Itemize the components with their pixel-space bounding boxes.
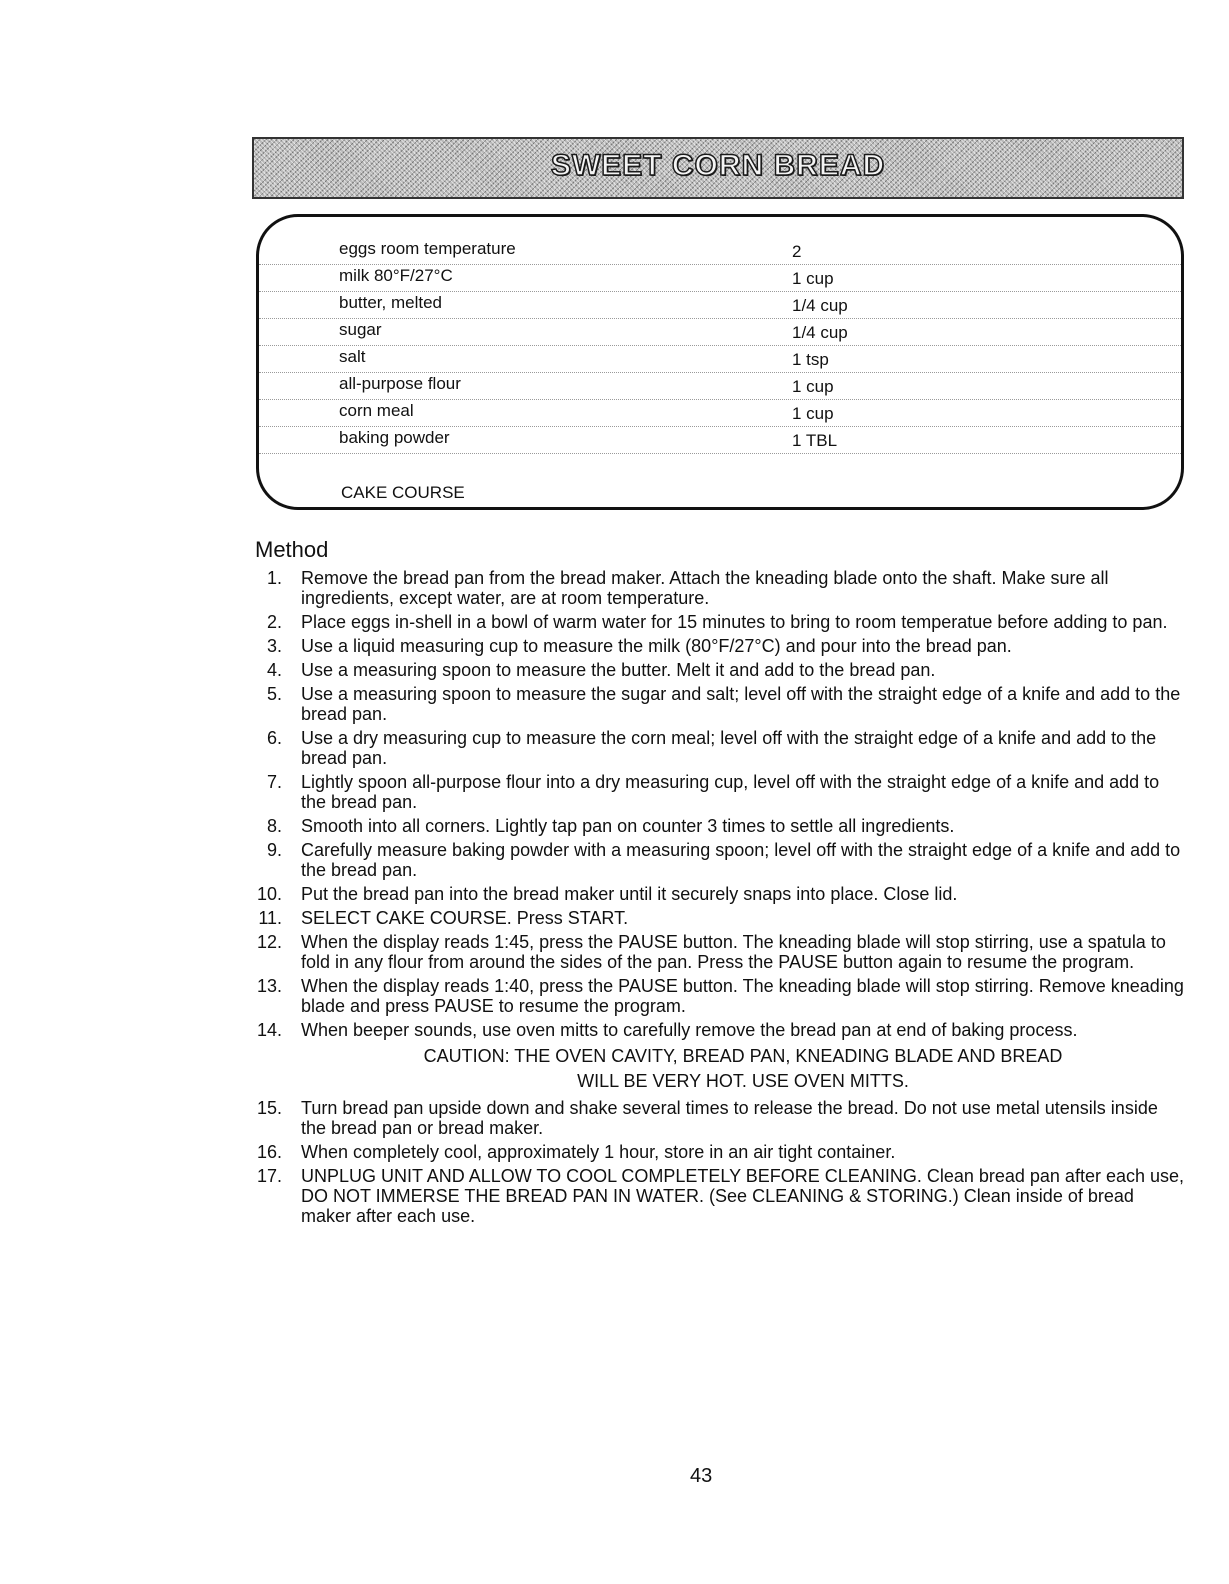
step-number: 3.: [266, 636, 282, 656]
step-number: 17.: [256, 1166, 282, 1186]
ingredient-name: butter, melted: [339, 293, 443, 312]
ingredient-row: [259, 345, 1181, 373]
step-text: Smooth into all corners. Lightly tap pan on counter 3 times to settle all ingredients.: [301, 816, 955, 836]
step-number: 10.: [256, 884, 282, 904]
step-text: When the display reads 1:45, press the PAUSE button. The kneading blade will stop stirring, use a spatula to fold in any flour from around the sides of the pan. Press the PAUSE button again to resume the program.: [301, 932, 1166, 972]
step-text: Use a liquid measuring cup to measure the milk (80°F/27°C) and pour into the bread pan.: [301, 636, 1012, 656]
ingredient-name: salt: [339, 347, 366, 366]
ingredient-row: [259, 318, 1181, 346]
recipe-title: SWEET CORN BREAD: [550, 149, 886, 182]
method-step: [250, 612, 1185, 632]
step-number: 8.: [266, 816, 282, 836]
ingredient-row: [259, 237, 1181, 265]
step-text: Use a measuring spoon to measure the butter. Melt it and add to the bread pan.: [301, 660, 936, 680]
ingredient-quantity: 2: [792, 242, 802, 261]
ingredient-name: all-purpose flour: [339, 374, 461, 393]
method-step: [250, 976, 1185, 1016]
step-number: 16.: [256, 1142, 282, 1162]
method-step: [250, 816, 1185, 836]
step-number: 1.: [266, 568, 282, 588]
step-text: Put the bread pan into the bread maker until it securely snaps into place. Close lid.: [301, 884, 958, 904]
ingredient-name: corn meal: [339, 401, 414, 420]
step-text: Turn bread pan upside down and shake several times to release the bread. Do not use metal utensils inside the bread pan or bread maker.: [301, 1098, 1158, 1138]
method-step: [250, 1020, 1185, 1094]
ingredient-row: [259, 372, 1181, 400]
method-step: [250, 1098, 1185, 1138]
step-number: 11.: [258, 908, 282, 928]
caution-note: [301, 1044, 1185, 1094]
ingredient-quantity: 1 cup: [792, 404, 834, 423]
method-step: [250, 660, 1185, 680]
ingredient-quantity: 1/4 cup: [792, 323, 848, 342]
step-text: UNPLUG UNIT AND ALLOW TO COOL COMPLETELY BEFORE CLEANING. Clean bread pan after each use, DO NOT IMMERSE THE BREAD PAN IN WATER. (See CLEANING & STORING.) Clean inside of bread maker after each use.: [301, 1166, 1185, 1226]
step-text: Place eggs in-shell in a bowl of warm water for 15 minutes to bring to room temperatue before adding to pan.: [301, 612, 1168, 632]
ingredient-name: sugar: [339, 320, 382, 339]
method-step: [250, 1142, 1185, 1162]
ingredients-box: [256, 214, 1184, 510]
method-step: [250, 568, 1185, 608]
step-number: 2.: [266, 612, 282, 632]
method-step: [250, 772, 1185, 812]
step-number: 13.: [256, 976, 282, 996]
ingredient-name: eggs room temperature: [339, 239, 516, 258]
method-step: [250, 884, 1185, 904]
step-text: Remove the bread pan from the bread maker. Attach the kneading blade onto the shaft. Make sure all ingredients, except water, are at room temperature.: [301, 568, 1109, 608]
step-text: Lightly spoon all-purpose flour into a dry measuring cup, level off with the straight edge of a knife and add to the bread pan.: [301, 772, 1160, 812]
step-number: 4.: [266, 660, 282, 680]
ingredient-row: [259, 264, 1181, 292]
step-text: Use a measuring spoon to measure the sugar and salt; level off with the straight edge of a knife and add to the bread pan.: [301, 684, 1181, 724]
ingredient-row: [259, 426, 1181, 454]
method-step: [250, 932, 1185, 972]
recipe-title-banner: [252, 137, 1184, 199]
method-step: [250, 1166, 1185, 1226]
step-number: 7.: [266, 772, 282, 792]
step-number: 9.: [266, 840, 282, 860]
step-number: 14.: [256, 1020, 282, 1040]
ingredient-quantity: 1 cup: [792, 377, 834, 396]
step-text: When completely cool, approximately 1 hour, store in an air tight container.: [301, 1142, 896, 1162]
ingredient-quantity: 1 tsp: [792, 350, 829, 369]
ingredient-row: [259, 291, 1181, 319]
step-text: SELECT CAKE COURSE. Press START.: [301, 908, 629, 928]
method-step: [250, 728, 1185, 768]
method-step: [250, 636, 1185, 656]
caution-line: WILL BE VERY HOT. USE OVEN MITTS.: [577, 1071, 909, 1091]
caution-line: CAUTION: THE OVEN CAVITY, BREAD PAN, KNEADING BLADE AND BREAD: [423, 1046, 1063, 1066]
step-text: When beeper sounds, use oven mitts to carefully remove the bread pan at end of baking process.: [301, 1020, 1078, 1040]
ingredient-name: baking powder: [339, 428, 450, 447]
course-label: CAKE COURSE: [341, 483, 465, 502]
step-number: 5.: [266, 684, 282, 704]
method-step: [250, 684, 1185, 724]
method-steps: [250, 568, 1185, 1230]
ingredient-name: milk 80°F/27°C: [339, 266, 453, 285]
ingredient-quantity: 1 cup: [792, 269, 834, 288]
step-number: 15.: [256, 1098, 282, 1118]
step-number: 6.: [266, 728, 282, 748]
page-number: 43: [690, 1465, 713, 1487]
ingredient-quantity: 1 TBL: [792, 431, 838, 450]
step-number: 12.: [256, 932, 282, 952]
step-text: When the display reads 1:40, press the PAUSE button. The kneading blade will stop stirring. Remove kneading blade and press PAUSE to resume the program.: [301, 976, 1184, 1016]
method-heading: Method: [255, 537, 329, 562]
ingredient-quantity: 1/4 cup: [792, 296, 848, 315]
method-step: [250, 840, 1185, 880]
method-step: [250, 908, 1185, 928]
step-text: Use a dry measuring cup to measure the corn meal; level off with the straight edge of a knife and add to the bread pan.: [301, 728, 1157, 768]
step-text: Carefully measure baking powder with a measuring spoon; level off with the straight edge of a knife and add to the bread pan.: [301, 840, 1181, 880]
ingredient-row: [259, 399, 1181, 427]
